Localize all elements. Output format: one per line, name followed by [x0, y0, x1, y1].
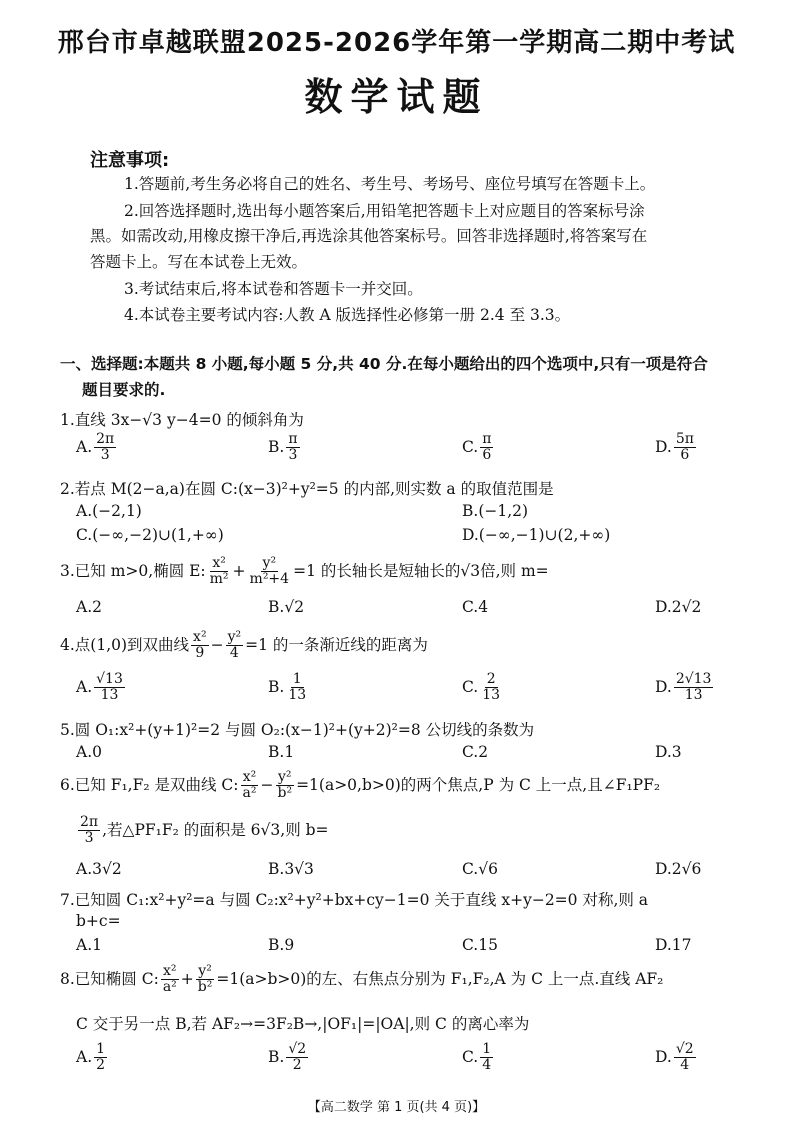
option-d: D. $\frac{2√13}{13}$	[655, 671, 712, 704]
question-8-stem: 8.已知椭圆 C: $\frac{\text{x²}}{\text{a²}}$ + $\frac{\text{y²}}{\text{b²}}$ =1(a>b>0)的左、右焦点分别为 F₁,F₂,A 为 C 上一点.直线 AF₂	[60, 964, 664, 996]
option-c: C.(−∞,−2)∪(1,+∞)	[76, 526, 224, 544]
option-c: C. $\frac{1}{4}$	[462, 1041, 492, 1074]
question-3-stem: 3.已知 m>0,椭圆 E: $\frac{\text{x²}}{\text{m²}}$ + $\frac{\text{y²}}{\text{m²+4}}$ =1 的长轴长是短轴长的√3倍,则 m=	[60, 555, 549, 588]
option-c: C.2	[462, 743, 489, 761]
note-line: 2.回答选择题时,选出每小题答案后,用铅笔把答题卡上对应题目的答案标号涂	[124, 202, 645, 220]
option-c: C.15	[462, 936, 498, 954]
option-b: B. $\frac{√2}{2}$	[268, 1041, 307, 1074]
question-7-stem-cont: b+c=	[76, 912, 121, 930]
section-heading: 一、选择题:本题共 8 小题,每小题 5 分,共 40 分.在每小题给出的四个选项中,只有一项是符合	[60, 355, 708, 373]
option-d: D.2√2	[655, 598, 702, 616]
note-line: 1.答题前,考生务必将自己的姓名、考生号、考场号、座位号填写在答题卡上。	[124, 175, 656, 193]
option-d: D.17	[655, 936, 692, 954]
option-a: A.0	[76, 743, 102, 761]
option-c: C. $\frac{\pi}{6}$	[462, 431, 492, 464]
option-a: A. $\frac{2\pi}{3}$	[76, 431, 115, 464]
option-a: A.3√2	[76, 860, 122, 878]
note-line: 黑。如需改动,用橡皮擦干净后,再选涂其他答案标号。回答非选择题时,将答案写在	[90, 227, 648, 245]
option-a: A. $\frac{√13}{13}$	[76, 671, 123, 704]
question-1-stem: 1.直线 3x−√3 y−4=0 的倾斜角为	[60, 411, 304, 429]
section-heading-cont: 题目要求的.	[82, 381, 166, 399]
option-a: A. $\frac{1}{2}$	[76, 1041, 106, 1074]
option-c: C.√6	[462, 860, 498, 878]
option-d: D.3	[655, 743, 682, 761]
notes-heading: 注意事项:	[90, 150, 170, 171]
question-6-stem: 6.已知 F₁,F₂ 是双曲线 C: $\frac{\text{x²}}{\text{a²}}$ − $\frac{\text{y²}}{\text{b²}}$ =1(a>0,b>0)的两个焦点,P 为 C 上一点,且∠F₁PF₂	[60, 770, 661, 802]
option-d: D. $\frac{√2}{4}$	[655, 1041, 694, 1074]
option-d: D. $\frac{5\pi}{6}$	[655, 431, 694, 464]
page-footer: 【高二数学 第 1 页(共 4 页)】	[307, 1100, 486, 1115]
option-b: B.1	[268, 743, 295, 761]
question-4-stem: 4.点(1,0)到双曲线 $\frac{\text{x²}}{9}$ − $\frac{\text{y²}}{4}$ =1 的一条渐近线的距离为	[60, 629, 428, 662]
option-b: B.3√3	[268, 860, 314, 878]
question-8-stem-cont: C 交于另一点 B,若 AF₂→=3F₂B→,|OF₁|=|OA|,则 C 的离心率为	[76, 1015, 530, 1033]
note-line: 答题卡上。写在本试卷上无效。	[90, 253, 308, 271]
option-a: A.1	[76, 936, 102, 954]
question-5-stem: 5.圆 O₁:x²+(y+1)²=2 与圆 O₂:(x−1)²+(y+2)²=8 公切线的条数为	[60, 721, 535, 739]
option-a: A.(−2,1)	[76, 502, 142, 520]
question-2-stem: 2.若点 M(2−a,a)在圆 C:(x−3)²+y²=5 的内部,则实数 a 的取值范围是	[60, 480, 554, 498]
option-b: B. $\frac{\pi}{3}$	[268, 431, 298, 464]
subject-title: 数学试题	[304, 75, 489, 119]
option-b: B.√2	[268, 598, 305, 616]
option-b: B.(−1,2)	[462, 502, 529, 520]
note-line: 4.本试卷主要考试内容:人教 A 版选择性必修第一册 2.4 至 3.3。	[124, 306, 571, 324]
option-d: D.2√6	[655, 860, 702, 878]
exam-title: 邢台市卓越联盟2025-2026学年第一学期高二期中考试	[57, 28, 736, 58]
question-6-stem-cont: $\frac{2\pi}{3}$ ,若△PF₁F₂ 的面积是 6√3,则 b=	[80, 814, 329, 847]
note-line: 3.考试结束后,将本试卷和答题卡一并交回。	[124, 280, 423, 298]
option-a: A.2	[76, 598, 102, 616]
option-c: C.4	[462, 598, 489, 616]
option-b: B. $\frac{1}{13}$	[268, 671, 307, 704]
option-b: B.9	[268, 936, 295, 954]
option-c: C. $\frac{2}{13}$	[462, 671, 501, 704]
option-d: D.(−∞,−1)∪(2,+∞)	[462, 526, 611, 544]
question-7-stem: 7.已知圆 C₁:x²+y²=a 与圆 C₂:x²+y²+bx+cy−1=0 关于直线 x+y−2=0 对称,则 a	[60, 891, 649, 909]
